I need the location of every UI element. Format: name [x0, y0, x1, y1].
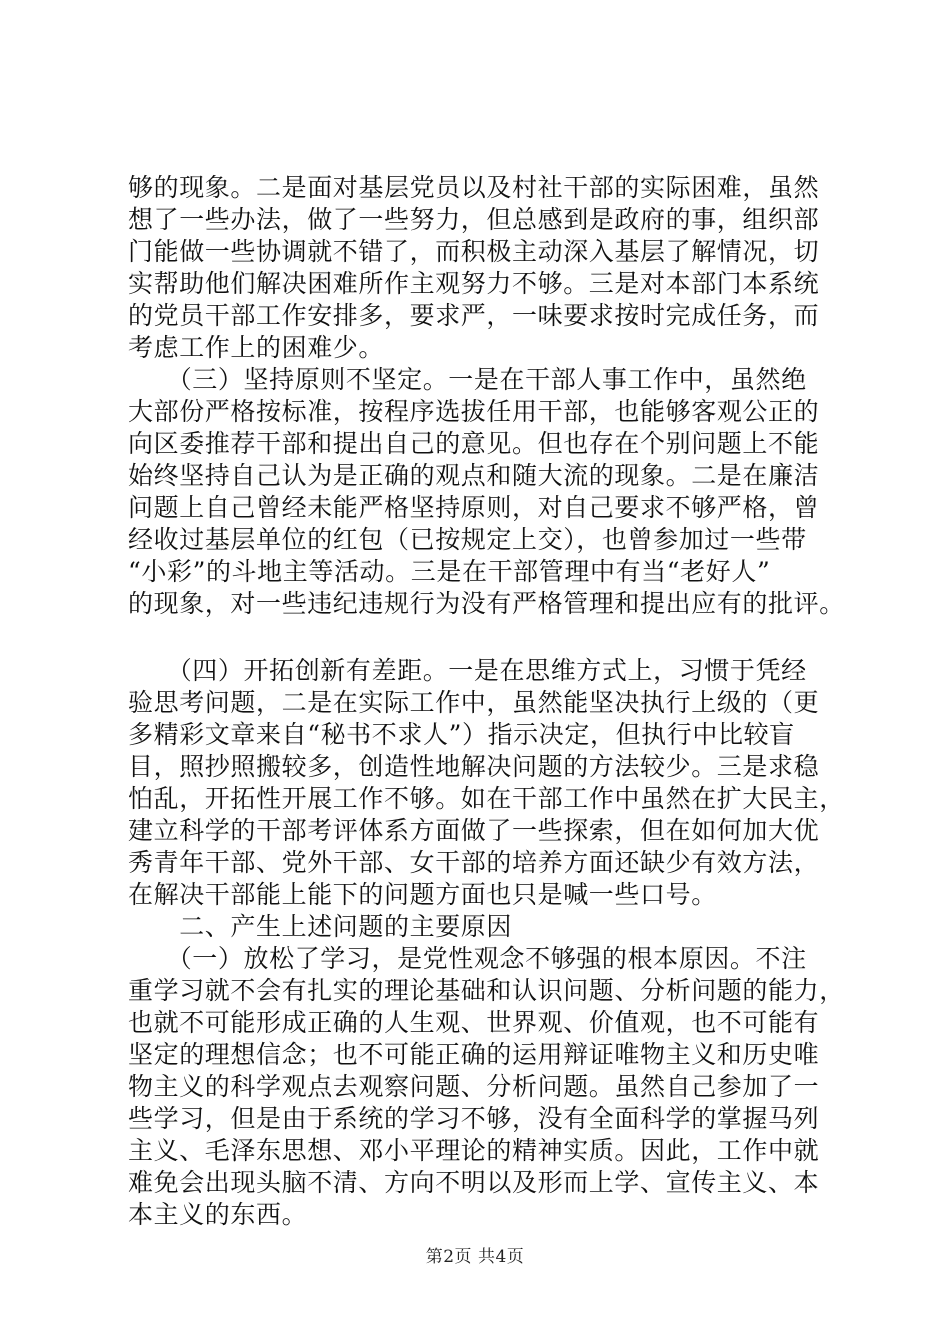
text-line: 始终坚持自己认为是正确的观点和随大流的现象。二是在廉洁 [128, 461, 820, 490]
text-line: 目，照抄照搬较多，创造性地解决问题的方法较少。三是求稳 [128, 752, 820, 781]
text-line: 想了一些办法，做了一些努力，但总感到是政府的事，组织部 [128, 205, 820, 234]
text-line: 也就不可能形成正确的人生观、世界观、价值观，也不可能有 [128, 1008, 820, 1037]
text-line: 问题上自己曾经未能严格坚持原则，对自己要求不够严格，曾 [128, 493, 820, 522]
text-line: 考虑工作上的困难少。 [128, 333, 385, 362]
text-line: 的党员干部工作安排多，要求严，一味要求按时完成任务，而 [128, 301, 820, 330]
text-line: 经收过基层单位的红包（已按规定上交），也曾参加过一些带 [128, 525, 807, 554]
text-line: （一）放松了学习，是党性观念不够强的根本原因。不注 [128, 944, 807, 973]
text-line: 建立科学的干部考评体系方面做了一些探索，但在如何加大优 [128, 816, 820, 845]
text-line: 向区委推荐干部和提出自己的意见。但也存在个别问题上不能 [128, 429, 820, 458]
page-number-footer: 第2页 共4页 [425, 1247, 525, 1267]
text-line: 难免会出现头脑不清、方向不明以及形而上学、宣传主义、本 [128, 1168, 820, 1197]
text-line: “小彩”的斗地主等活动。三是在干部管理中有当“老好人” [128, 557, 771, 586]
text-line: 秀青年干部、党外干部、女干部的培养方面还缺少有效方法， [128, 848, 820, 877]
text-line: 本主义的东西。 [128, 1200, 308, 1229]
text-line: 验思考问题，二是在实际工作中，虽然能坚决执行上级的（更 [128, 688, 820, 717]
text-line: 门能做一些协调就不错了，而积极主动深入基层了解情况，切 [128, 237, 820, 266]
text-line: 坚定的理想信念；也不可能正确的运用辩证唯物主义和历史唯 [128, 1040, 820, 1069]
text-line: 重学习就不会有扎实的理论基础和认识问题、分析问题的能力， [128, 976, 845, 1005]
text-line: 多精彩文章来自“秘书不求人”）指示决定，但执行中比较盲 [128, 720, 795, 749]
text-line: 在解决干部能上能下的问题方面也只是喊一些口号。 [128, 880, 717, 909]
text-line: 够的现象。二是面对基层党员以及村社干部的实际困难，虽然 [128, 173, 820, 202]
paragraph-gap [128, 620, 858, 655]
text-line: 主义、毛泽东思想、邓小平理论的精神实质。因此，工作中就 [128, 1136, 820, 1165]
text-line: （四）开拓创新有差距。一是在思维方式上，习惯于凭经 [128, 656, 807, 685]
section-heading: 二、产生上述问题的主要原因 [128, 912, 513, 941]
text-line: 怕乱，开拓性开展工作不够。如在干部工作中虽然在扩大民主， [128, 784, 845, 813]
text-line: 实帮助他们解决困难所作主观努力不够。三是对本部门本系统 [128, 269, 820, 298]
text-line: （三）坚持原则不坚定。一是在干部人事工作中，虽然绝 [128, 365, 807, 394]
text-line: 物主义的科学观点去观察问题、分析问题。虽然自己参加了一 [128, 1072, 820, 1101]
text-line: 大部份严格按标准，按程序选拔任用干部，也能够客观公正的 [128, 397, 820, 426]
text-line: 的现象，对一些违纪违规行为没有严格管理和提出应有的批评。 [128, 589, 845, 618]
text-line: 些学习，但是由于系统的学习不够，没有全面科学的掌握马列 [128, 1104, 820, 1133]
body-text [128, 172, 858, 1231]
